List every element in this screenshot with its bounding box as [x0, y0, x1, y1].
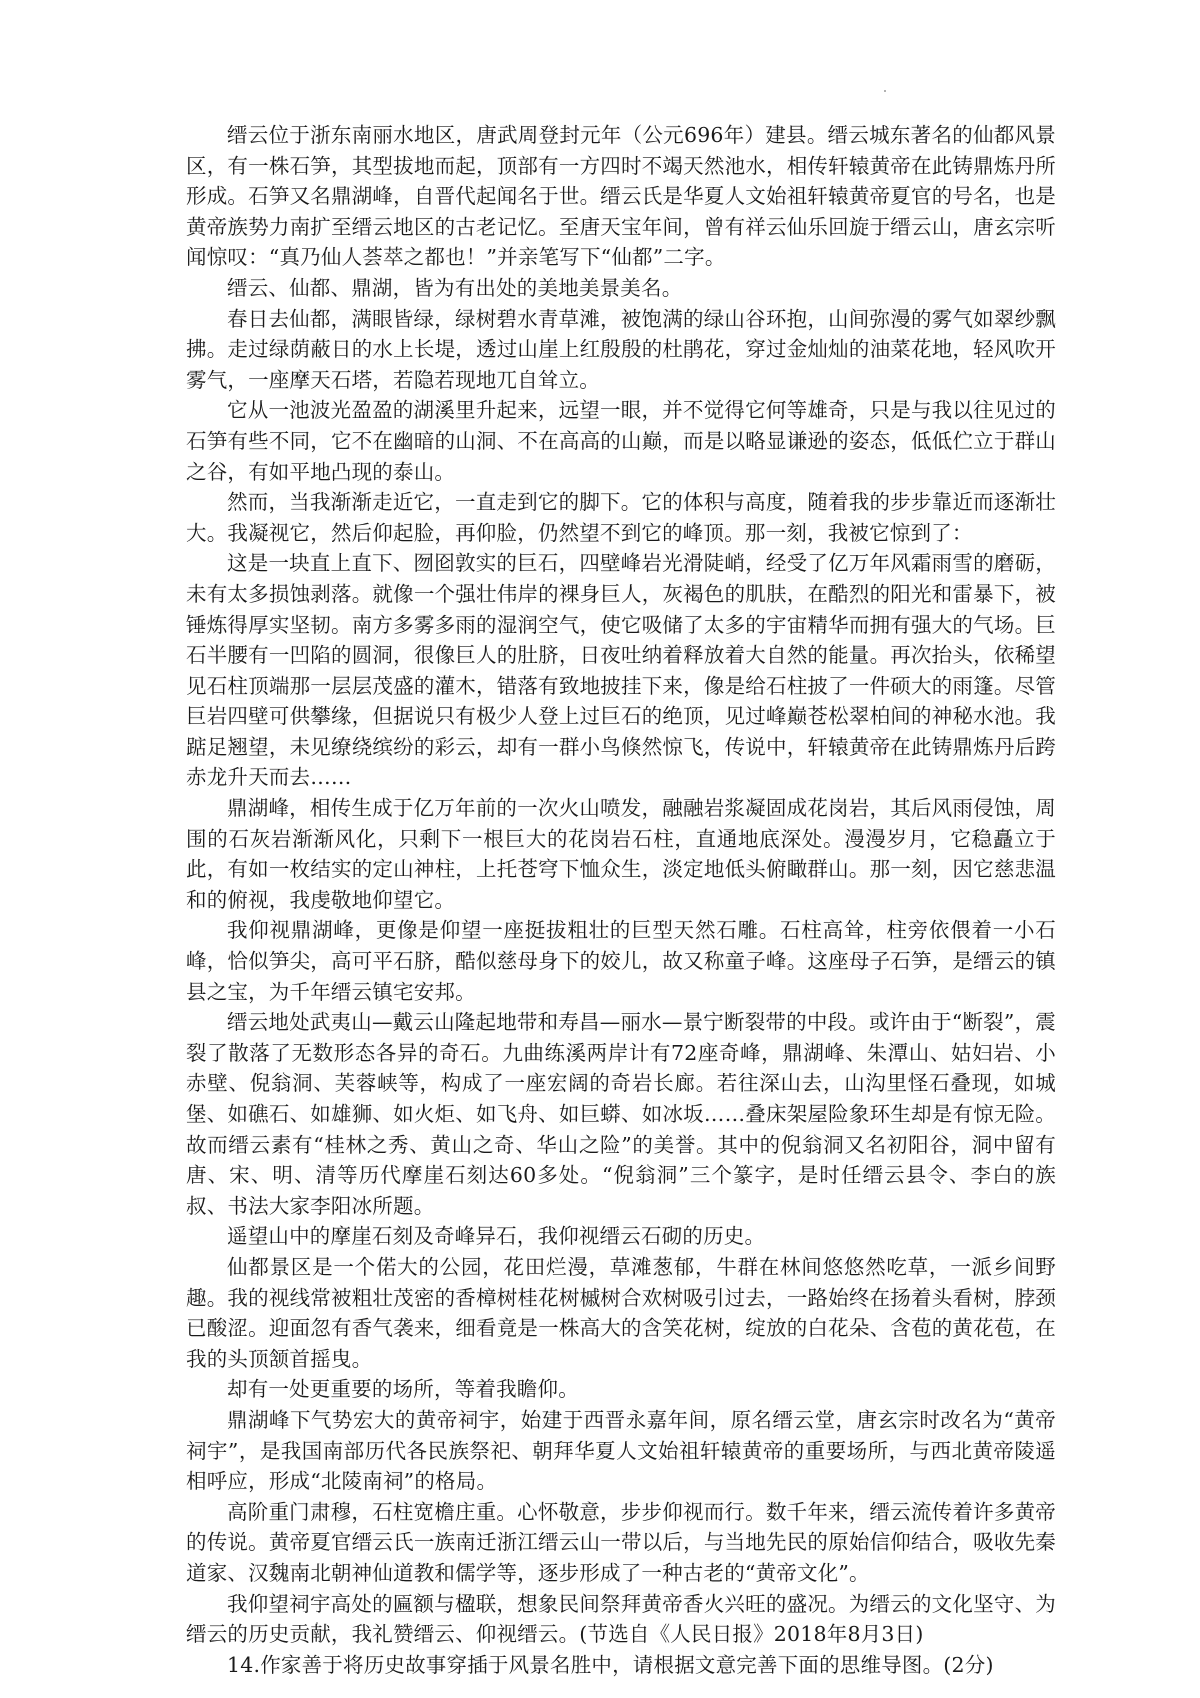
paragraph: 却有一处更重要的场所，等着我瞻仰。 — [227, 1377, 579, 1402]
question-14: 14.作家善于将历史故事穿插于风景名胜中，请根据文意完善下面的思维导图。(2分) — [227, 1652, 994, 1677]
paragraph: 高阶重门肃穆，石柱宽檐庄重。心怀敬意，步步仰视而行。数千年来，缙云流传着许多黄帝的传说。黄帝夏官缙云氏一族南迁浙江缙云山一带以后，与当地先民的原始信仰结合，吸收先秦道家、汉魏南北朝神仙道教和儒学等，逐步形成了一种古老的“黄帝文化”。 — [186, 1499, 1056, 1585]
paragraph: 这是一块直上直下、囫囵敦实的巨石，四壁峰岩光滑陡峭，经受了亿万年风霜雨雪的磨砺，未有太多损蚀剥落。就像一个强壮伟岸的裸身巨人，灰褐色的肌肤，在酷烈的阳光和雷暴下，被锤炼得厚实坚韧。南方多雾多雨的湿润空气，使它吸储了太多的宇宙精华而拥有强大的气场。巨石半腰有一凹陷的圆洞，很像巨人的肚脐，日夜吐纳着释放着大自然的能量。再次抬头，依稀望见石柱顶端那一层层茂盛的灌木，错落有致地披挂下来，像是给石柱披了一件硕大的雨篷。尽管巨岩四壁可供攀缘，但据说只有极少人登上过巨石的绝顶，见过峰巅苍松翠柏间的神秘水池。我踮足翘望，未见缭绕缤纷的彩云，却有一群小鸟倏然惊飞，传说中，轩辕黄帝在此铸鼎炼丹后跨赤龙升天而去…… — [186, 551, 1056, 790]
paragraph: 我仰视鼎湖峰，更像是仰望一座挺拔粗壮的巨型天然石雕。石柱高耸，柱旁依偎着一小石峰，恰似笋尖，高可平石脐，酷似慈母身下的姣儿，故又称童子峰。这座母子石笋，是缙云的镇县之宝，为千年缙云镇宅安邦。 — [186, 918, 1056, 1004]
paragraph: 春日去仙都，满眼皆绿，绿树碧水青草滩，被饱满的绿山谷环抱，山间弥漫的雾气如翠纱飘拂。走过绿荫蔽日的水上长堤，透过山崖上红殷殷的杜鹃花，穿过金灿灿的油菜花地，轻风吹开雾气，一座摩天石塔，若隐若现地兀自耸立。 — [186, 306, 1056, 392]
paragraph: 缙云地处武夷山—戴云山隆起地带和寿昌—丽水—景宁断裂带的中段。或许由于“断裂”，震裂了散落了无数形态各异的奇石。九曲练溪两岸计有72座奇峰，鼎湖峰、朱潭山、姑妇岩、小赤壁、倪翁洞、芙蓉峡等，构成了一座宏阔的奇岩长廊。若往深山去，山沟里怪石叠现，如城堡、如礁石、如雄狮、如火炬、如飞舟、如巨蟒、如冰坂……叠床架屋险象环生却是有惊无险。故而缙云素有“桂林之秀、黄山之奇、华山之险”的美誉。其中的倪翁洞又名初阳谷，洞中留有唐、宋、明、清等历代摩崖石刻达60多处。“倪翁洞”三个篆字，是时任缙云县令、李白的族叔、书法大家李阳冰所题。 — [186, 1010, 1056, 1218]
paragraph-with-source: 我仰望祠宇高处的匾额与楹联，想象民间祭拜黄帝香火兴旺的盛况。为缙云的文化坚守、为缙云的历史贡献，我礼赞缙云、仰视缙云。(节选自《人民日报》2018年8月3日) — [186, 1591, 1056, 1647]
paragraph: 遥望山中的摩崖石刻及奇峰异石，我仰视缙云石砌的历史。 — [227, 1224, 766, 1249]
paragraph: 它从一池波光盈盈的湖溪里升起来，远望一眼，并不觉得它何等雄奇，只是与我以往见过的石笋有些不同，它不在幽暗的山洞、不在高高的山巅，而是以略显谦逊的姿态，低低伫立于群山之谷，有如平地凸现的泰山。 — [186, 398, 1056, 484]
paragraph: 鼎湖峰，相传生成于亿万年前的一次火山喷发，融融岩浆凝固成花岗岩，其后风雨侵蚀，周围的石灰岩渐渐风化，只剩下一根巨大的花岗岩石柱，直通地底深处。漫漫岁月，它稳矗立于此，有如一枚结实的定山神柱，上托苍穹下恤众生，淡定地低头俯瞰群山。那一刻，因它慈悲温和的俯视，我虔敬地仰望它。 — [186, 796, 1056, 912]
paragraph: 缙云、仙都、鼎湖，皆为有出处的美地美景美名。 — [227, 275, 683, 300]
paragraph: 鼎湖峰下气势宏大的黄帝祠宇，始建于西晋永嘉年间，原名缙云堂，唐玄宗时改名为“黄帝祠宇”，是我国南部历代各民族祭祀、朝拜华夏人文始祖轩辕黄帝的重要场所，与西北黄帝陵遥相呼应，形成“北陵南祠”的格局。 — [186, 1407, 1056, 1494]
paragraph: 缙云位于浙东南丽水地区，唐武周登封元年（公元696年）建县。缙云城东著名的仙都风景区，有一株石笋，其型拔地而起，顶部有一方四时不竭天然池水，相传轩辕黄帝在此铸鼎炼丹所形成。石笋又名鼎湖峰，自晋代起闻名于世。缙云氏是华夏人文始祖轩辕黄帝夏官的号名，也是黄帝族势力南扩至缙云地区的古老记忆。至唐天宝年间，曾有祥云仙乐回旋于缙云山，唐玄宗听闻惊叹：“真乃仙人荟萃之都也！”并亲笔写下“仙都”二字。 — [186, 123, 1056, 270]
paragraph: 然而，当我渐渐走近它，一直走到它的脚下。它的体积与高度，随着我的步步靠近而逐渐壮大。我凝视它，然后仰起脸，再仰脸，仍然望不到它的峰顶。那一刻，我被它惊到了： — [186, 490, 1056, 545]
paragraph: 仙都景区是一个偌大的公园，花田烂漫，草滩葱郁，牛群在林间悠悠然吃草，一派乡间野趣。我的视线常被粗壮茂密的香樟树桂花树槭树合欢树吸引过去，一路始终在扬着头看树，脖颈已酸涩。迎面忽有香气袭来，细看竟是一株高大的含笑花树，绽放的白花朵、含苞的黄花苞，在我的头顶颔首摇曳。 — [186, 1254, 1056, 1371]
article-body — [186, 120, 1056, 1680]
scan-speck — [884, 90, 886, 92]
